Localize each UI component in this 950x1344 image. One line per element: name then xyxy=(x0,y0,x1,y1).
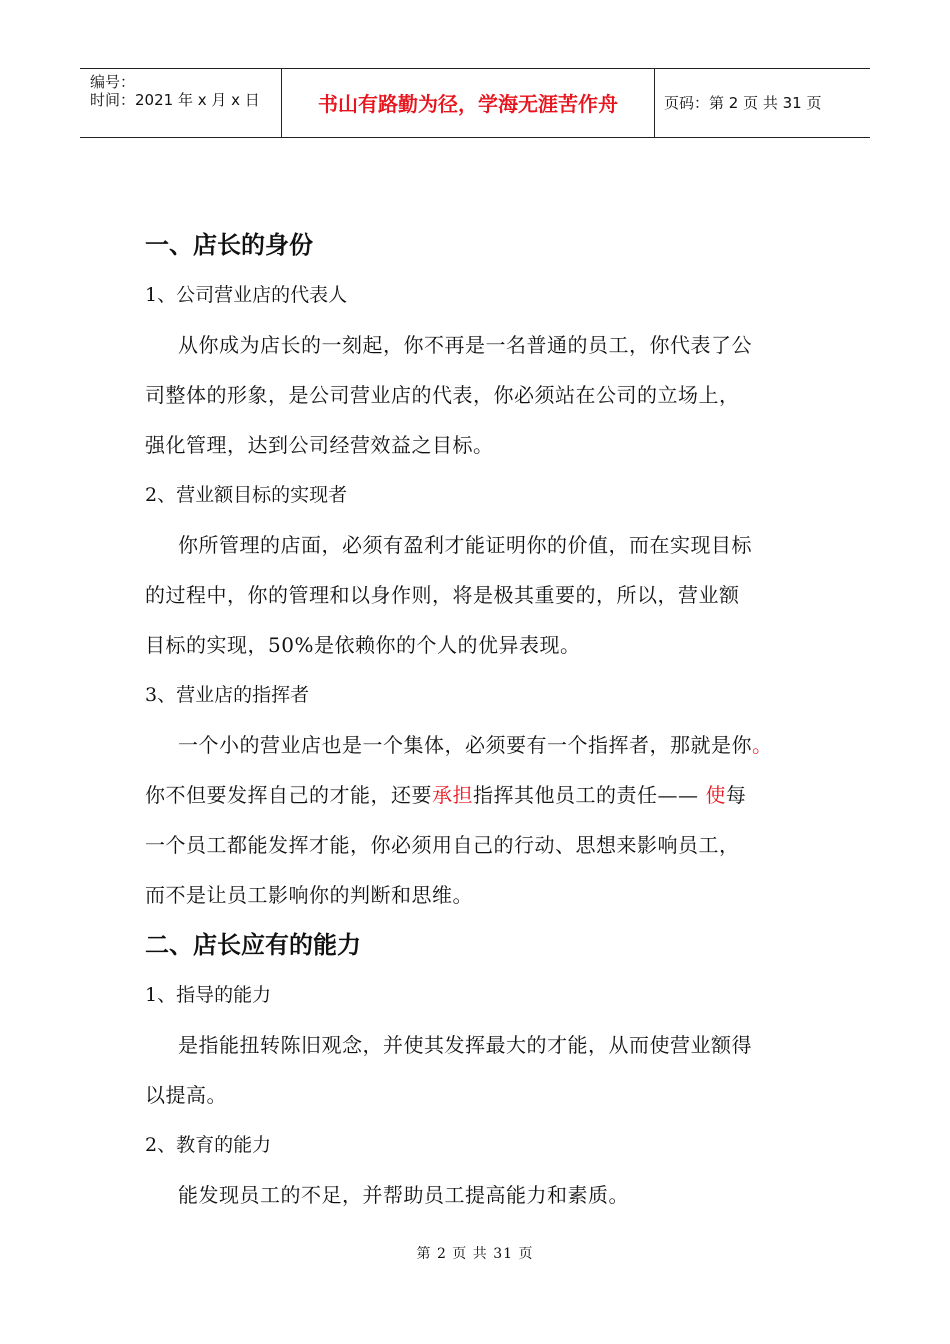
paragraph xyxy=(145,320,815,470)
item-heading: 3、营业店的指挥者 xyxy=(145,684,310,706)
document-header xyxy=(80,68,870,138)
header-motto: 书山有路勤为径，学海无涯苦作舟 xyxy=(318,92,618,116)
header-motto-cell xyxy=(281,69,655,137)
paragraph-line: 目标的实现，50%是依赖你的个人的优异表现。 xyxy=(145,633,581,657)
paragraph-line: 的过程中，你的管理和以身作则，将是极其重要的，所以，营业额 xyxy=(145,583,740,607)
paragraph-line: 司整体的形象，是公司营业店的代表，你必须站在公司的立场上， xyxy=(145,383,740,407)
document-body xyxy=(145,220,815,1220)
paragraph-line: 能发现员工的不足，并帮助员工提高能力和素质。 xyxy=(178,1183,629,1207)
header-page-info: 页码：第 2 页 共 31 页 xyxy=(664,94,822,112)
highlighted-text: 。 xyxy=(752,733,773,757)
header-meta-cell xyxy=(80,69,280,137)
paragraph-line xyxy=(145,770,815,820)
highlighted-text: 承担 xyxy=(432,783,473,807)
text-run: 每 xyxy=(725,783,747,807)
highlighted-text: 使 xyxy=(705,783,726,807)
text-run: 你不但要发挥自己的才能，还要 xyxy=(145,783,432,807)
text-run: 指挥其他员工的责任—— xyxy=(473,783,706,807)
page-footer: 第 2 页 共 31 页 xyxy=(416,1246,534,1262)
item-heading: 1、指导的能力 xyxy=(145,984,272,1006)
paragraph-line: 你所管理的店面，必须有盈利才能证明你的价值，而在实现目标 xyxy=(178,533,752,557)
paragraph-line: 以提高。 xyxy=(145,1083,227,1107)
item-heading: 1、公司营业店的代表人 xyxy=(145,284,348,306)
paragraph-line: 是指能扭转陈旧观念，并使其发挥最大的才能，从而使营业额得 xyxy=(178,1033,752,1057)
header-page-cell xyxy=(654,69,870,137)
item-heading: 2、营业额目标的实现者 xyxy=(145,484,348,506)
paragraph xyxy=(145,1170,815,1220)
section-title: 二、店长应有的能力 xyxy=(145,931,361,959)
paragraph xyxy=(145,720,815,920)
text-run: 一个小的营业店也是一个集体，必须要有一个指挥者，那就是你 xyxy=(178,733,752,757)
paragraph xyxy=(145,520,815,670)
paragraph xyxy=(145,1020,815,1120)
paragraph-line: 而不是让员工影响你的判断和思维。 xyxy=(145,883,473,907)
document-time-label: 时间：2021 年 x 月 x 日 xyxy=(90,91,260,109)
paragraph-line xyxy=(145,720,815,770)
item-heading: 2、教育的能力 xyxy=(145,1134,272,1156)
paragraph-line: 从你成为店长的一刻起，你不再是一名普通的员工，你代表了公 xyxy=(178,333,752,357)
section-title: 一、店长的身份 xyxy=(145,231,313,259)
paragraph-line: 一个员工都能发挥才能，你必须用自己的行动、思想来影响员工， xyxy=(145,833,740,857)
paragraph-line: 强化管理，达到公司经营效益之目标。 xyxy=(145,433,494,457)
document-number-label: 编号： xyxy=(90,73,136,91)
